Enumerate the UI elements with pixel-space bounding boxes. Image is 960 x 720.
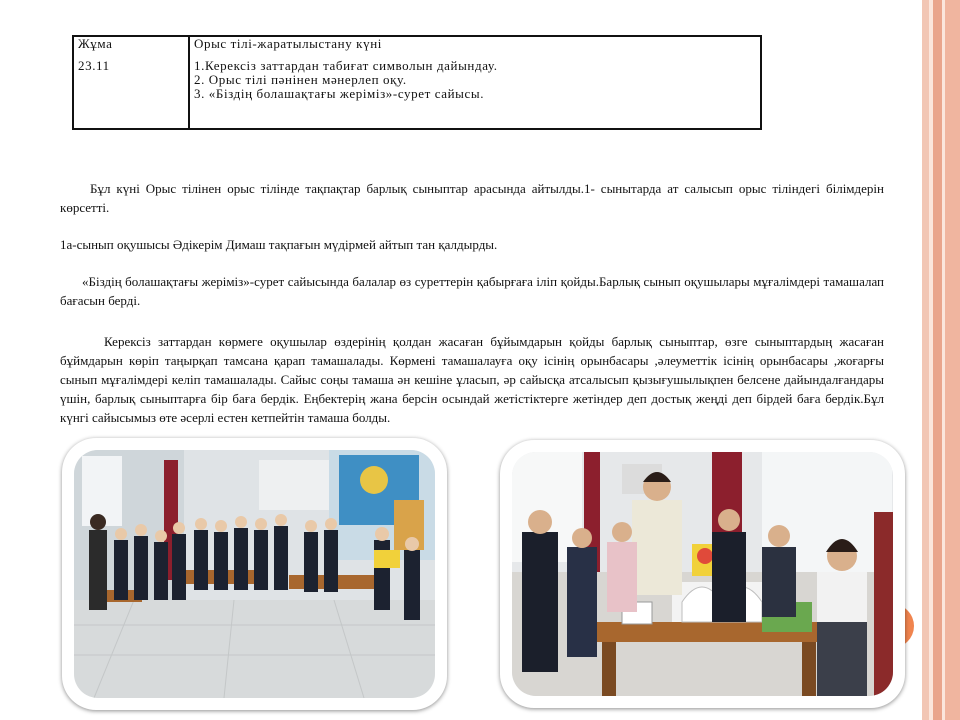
students-crafts-photo <box>512 452 893 696</box>
paragraph-1: Бұл күні Орыс тілінен орыс тілінде тақпақтар барлық сыныптар арасында айтылды.1- сынытарда ат салысып орыс тіліндегі білімдерін көрсетті. <box>60 181 884 215</box>
schedule-table <box>72 35 762 130</box>
paragraph-2: 1а-сынып оқушысы Әдікерім Димаш тақпағын мүдірмей айтып тан қалдырды. <box>60 237 498 252</box>
photo-frame-right <box>500 440 905 708</box>
schedule-title: Орыс тілі-жаратылыстану күні <box>194 36 382 51</box>
decorative-side-stripes <box>922 0 960 720</box>
schedule-day-cell <box>73 36 189 129</box>
schedule-date: 23.11 <box>78 58 110 73</box>
classroom-exhibition-photo <box>74 450 435 698</box>
schedule-item-1: 1.Керексіз заттардан табиғат символын дайындау. <box>194 58 498 73</box>
photo-frame-left <box>62 438 447 710</box>
schedule-item-2: 2. Орыс тілі пәнінен мәнерлеп оқу. <box>194 72 407 87</box>
schedule-item-3: 3. «Біздің болашақтағы жеріміз»-сурет сайысы. <box>194 86 485 101</box>
paragraph-3: «Біздің болашақтағы жеріміз»-сурет сайысында балалар өз суреттерін қабырғаға іліп қойды.Барлық сынып оқушылары мұғалімдері тамашалап бағасын берді. <box>60 274 884 308</box>
schedule-content-cell <box>189 36 761 129</box>
paragraph-4: Керексіз заттардан көрмеге оқушылар өздерінің қолдан жасаған бұйымдарын қойды барлық сыныптар, өзге сыныптардың жасаған бұймдарын көріп таңырқап тамсана қарап тамашалады. Көрмені тамашалауға оқу ісінің орынбасары ,әлеуметтік ісінің орынбасары ,жоғарғы сынып мұғалімдері келіп тамашалады. Сайыс соңы тамаша ән кешіне ұласып, әр сайысқа атсалысып қызығушылықпен белсене дайындалғандары үшін, барлық сыныптарға бір баға бердік. Еңбектерің жана берсін осындай жетістіктерге жетіндер деп достық жеңді деп бірдей баға бердік.Бұл күнгі сайысымыз өте әсерлі естен кетпейтін тамаша болды. <box>60 334 884 425</box>
schedule-day-label: Жұма <box>78 36 113 51</box>
